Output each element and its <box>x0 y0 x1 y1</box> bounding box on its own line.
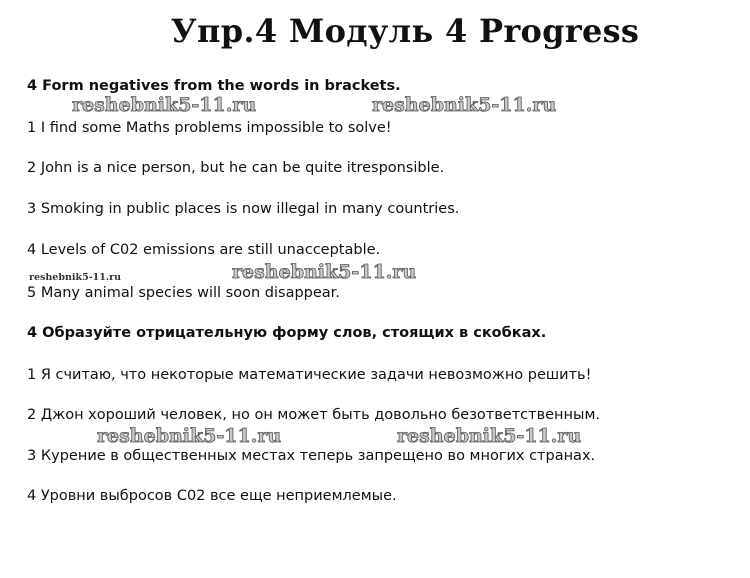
page-title: Упр.4 Модуль 4 Progress <box>170 12 640 50</box>
english-item-4: 4 Levels of C02 emissions are still unacceptable. <box>27 242 381 258</box>
watermark: reshebnik5-11.ru <box>29 272 122 283</box>
watermark: reshebnik5-11.ru <box>72 94 257 116</box>
russian-item-2: 2 Джон хороший человек, но он может быть довольно безответственным. <box>27 407 601 423</box>
english-item-1: 1 I find some Maths problems impossible to solve! <box>27 120 392 136</box>
watermark: reshebnik5-11.ru <box>97 425 282 447</box>
russian-task-heading: 4 Образуйте отрицательную форму слов, стоящих в скобках. <box>27 325 547 341</box>
english-item-5: 5 Many animal species will soon disappear. <box>27 285 340 301</box>
english-item-2: 2 John is a nice person, but he can be quite itresponsible. <box>27 160 445 176</box>
russian-item-1: 1 Я считаю, что некоторые математические задачи невозможно решить! <box>27 367 592 383</box>
watermark: reshebnik5-11.ru <box>397 425 582 447</box>
watermark: reshebnik5-11.ru <box>232 261 417 283</box>
watermark: reshebnik5-11.ru <box>372 94 557 116</box>
english-item-3: 3 Smoking in public places is now illegal in many countries. <box>27 201 460 217</box>
russian-item-3: 3 Курение в общественных местах теперь запрещено во многих странах. <box>27 448 596 464</box>
english-task-heading: 4 Form negatives from the words in brackets. <box>27 78 401 94</box>
russian-item-4: 4 Уровни выбросов C02 все еще неприемлемые. <box>27 488 397 504</box>
